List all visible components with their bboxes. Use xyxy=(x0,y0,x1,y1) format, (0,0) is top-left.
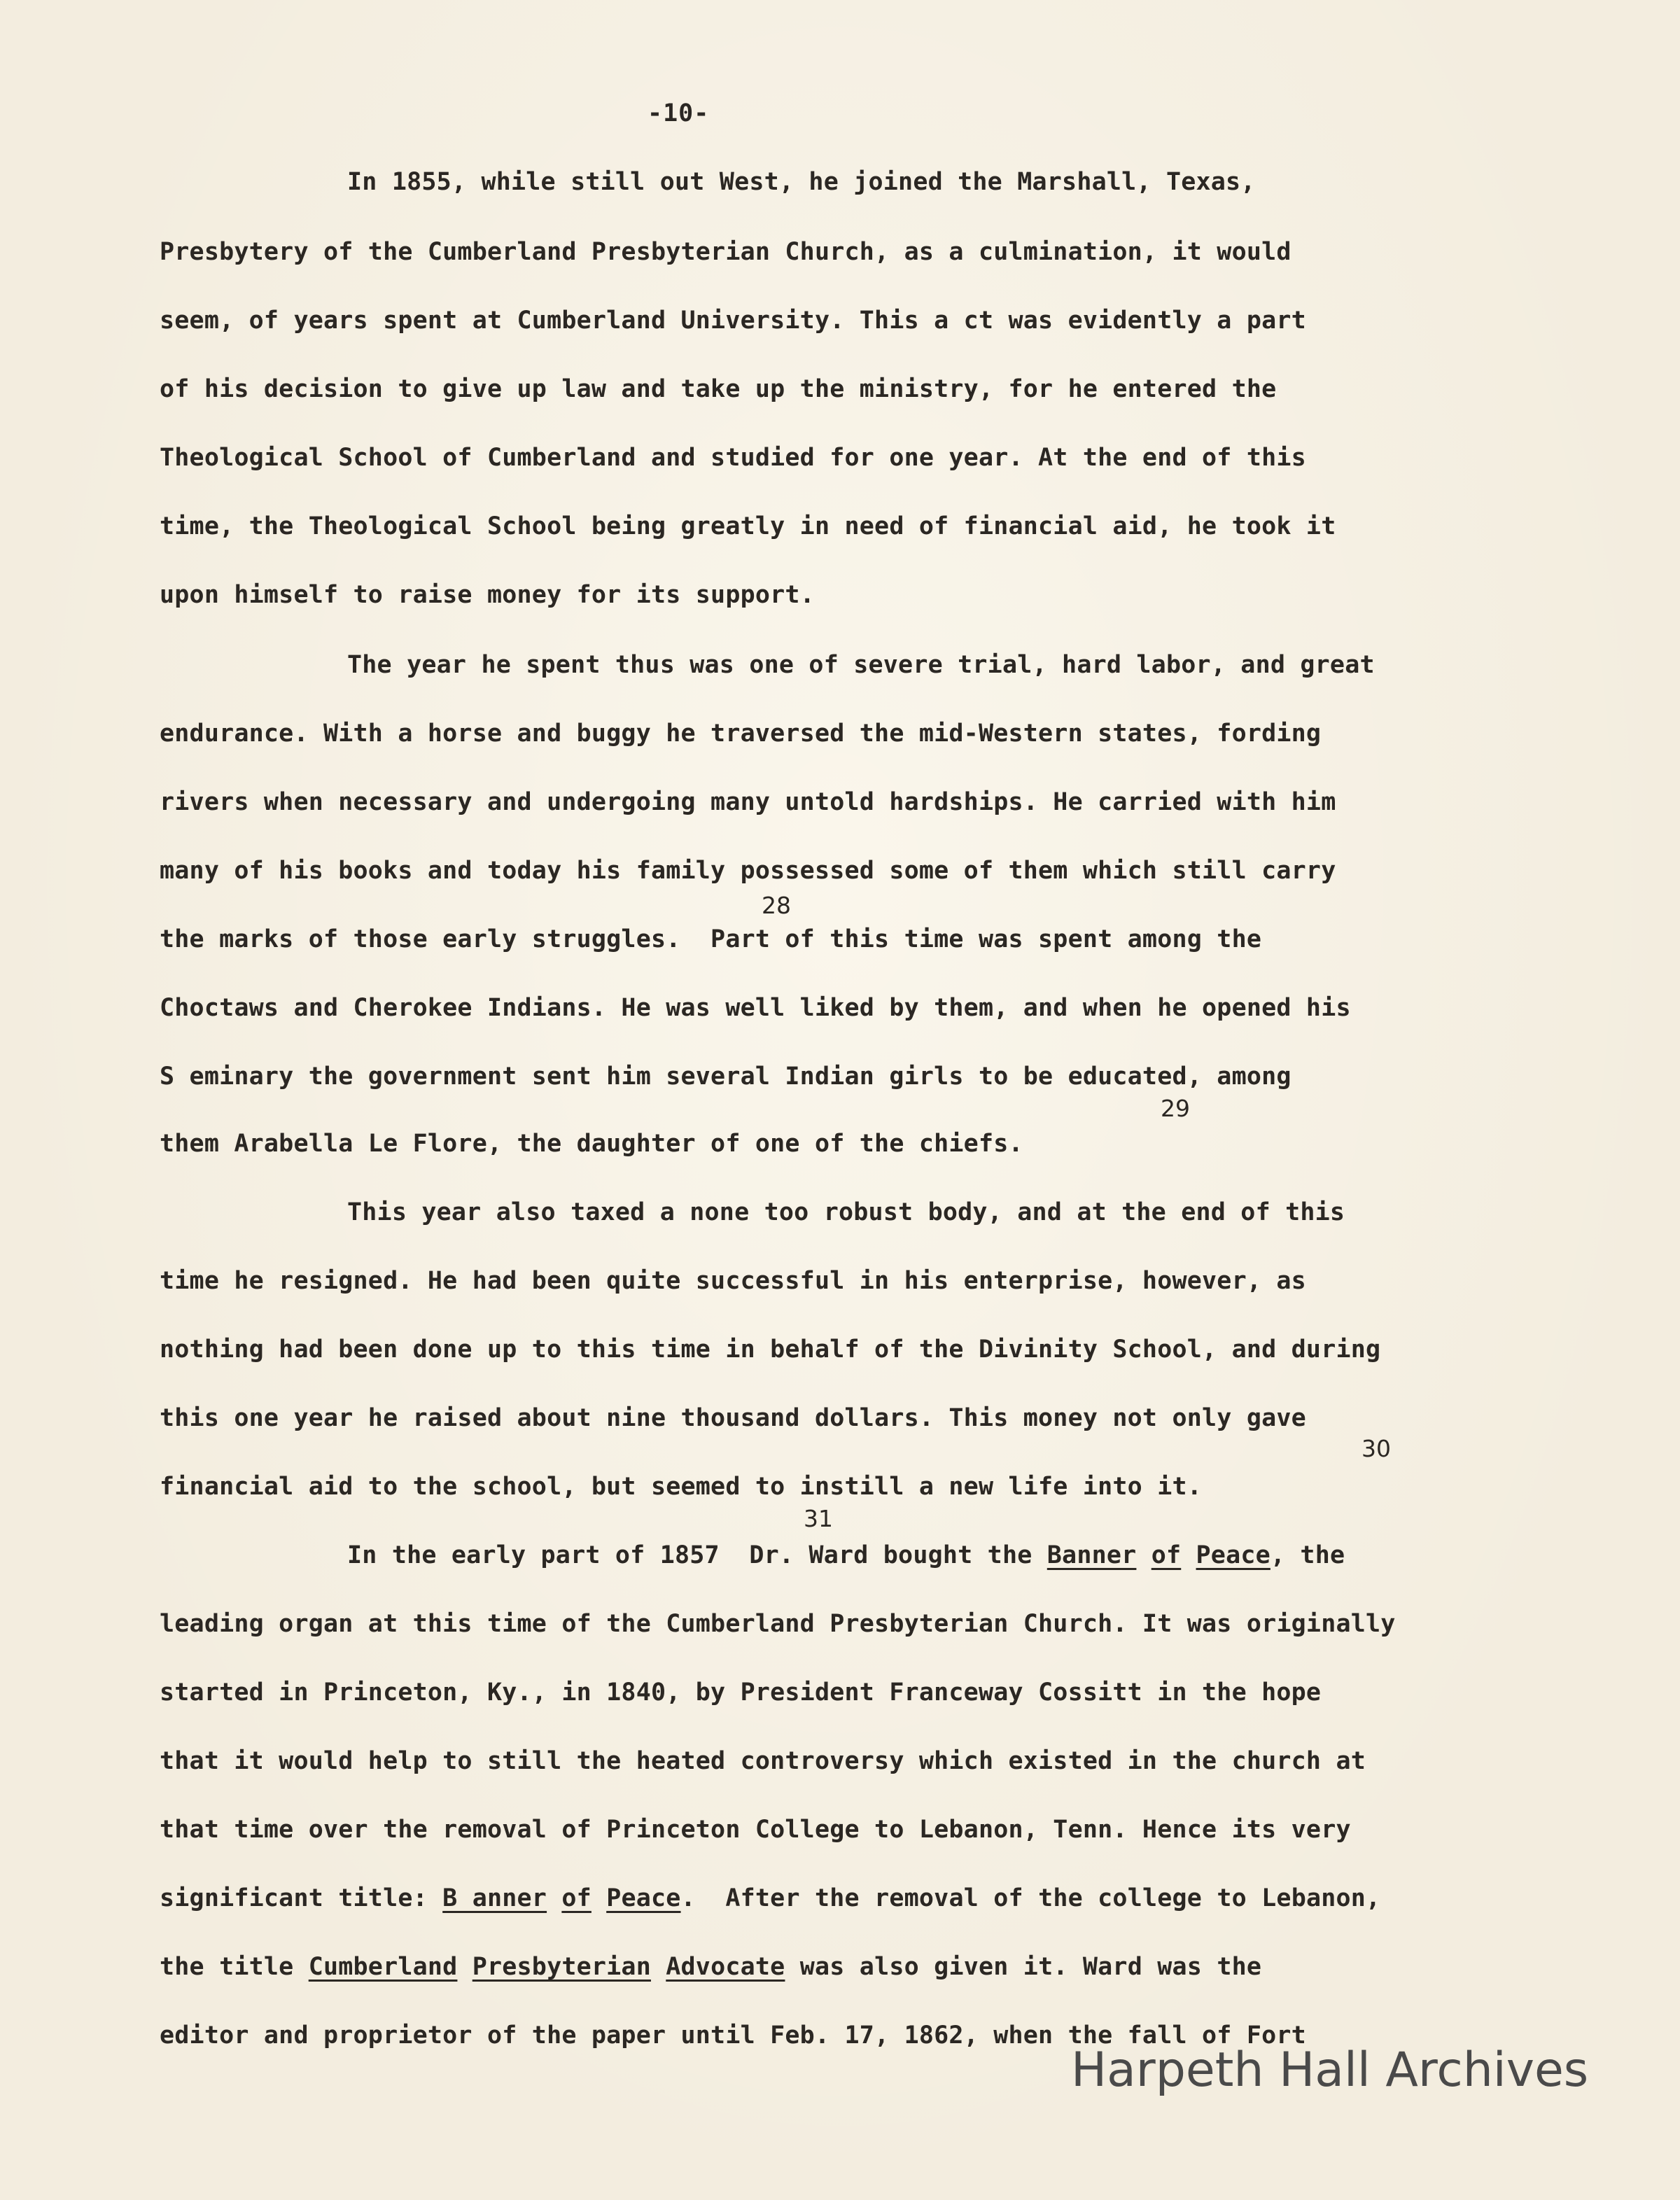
underlined-title: Advocate xyxy=(666,1953,785,1981)
text-line xyxy=(160,1953,1261,1981)
text-segment: the title xyxy=(160,1953,309,1981)
footnote-marker: 30 xyxy=(1362,1435,1391,1462)
text-line: Choctaws and Cherokee Indians. He was well liked by them, and when he opened his xyxy=(160,994,1351,1022)
text-line: In 1855, while still out West, he joined the Marshall, Texas, xyxy=(347,168,1256,196)
text-line: them Arabella Le Flore, the daughter of one of the chiefs. xyxy=(160,1130,1023,1158)
text-line: upon himself to raise money for its support. xyxy=(160,581,815,609)
text-segment: was also given it. Ward was the xyxy=(785,1953,1262,1981)
text-line xyxy=(347,1541,1345,1569)
underlined-title: of xyxy=(561,1884,592,1912)
text-line: financial aid to the school, but seemed to instill a new life into it. xyxy=(160,1473,1203,1501)
text-line: nothing had been done up to this time in behalf of the Divinity School, and during xyxy=(160,1336,1381,1364)
text-segment: , the xyxy=(1270,1541,1345,1569)
underlined-title: of xyxy=(1151,1541,1182,1569)
archive-watermark: Harpeth Hall Archives xyxy=(1071,2043,1589,2098)
text-line: time he resigned. He had been quite successful in his enterprise, however, as xyxy=(160,1267,1306,1295)
footnote-marker: 29 xyxy=(1161,1095,1190,1122)
underlined-title: Banner xyxy=(1046,1541,1137,1569)
underlined-title: Peace xyxy=(1196,1541,1270,1569)
underlined-title: B anner xyxy=(442,1884,547,1912)
text-line: The year he spent thus was one of severe trial, hard labor, and great xyxy=(347,651,1375,679)
text-line: that time over the removal of Princeton College to Lebanon, Tenn. Hence its very xyxy=(160,1816,1351,1844)
text-line: Theological School of Cumberland and studied for one year. At the end of this xyxy=(160,444,1306,472)
text-segment: . After the removal of the college to Lebanon, xyxy=(680,1884,1381,1912)
text-line xyxy=(160,1884,1380,1912)
text-line: Presbytery of the Cumberland Presbyterian Church, as a culmination, it would xyxy=(160,238,1292,266)
footnote-marker: 28 xyxy=(762,892,791,919)
text-segment: In the early part of 1857 Dr. Ward bought the xyxy=(347,1541,1047,1569)
text-line: time, the Theological School being greatly in need of financial aid, he took it xyxy=(160,512,1336,540)
text-line: the marks of those early struggles. Part of this time was spent among the xyxy=(160,925,1262,953)
text-segment: significant title: xyxy=(160,1884,443,1912)
text-line: endurance. With a horse and buggy he traversed the mid-Western states, fording xyxy=(160,720,1322,748)
footnote-marker: 31 xyxy=(804,1505,833,1532)
text-line: leading organ at this time of the Cumberland Presbyterian Church. It was originally xyxy=(160,1610,1396,1638)
text-line: this one year he raised about nine thousand dollars. This money not only gave xyxy=(160,1404,1306,1432)
text-line: This year also taxed a none too robust body, and at the end of this xyxy=(347,1198,1345,1226)
text-line: S eminary the government sent him several Indian girls to be educated, among xyxy=(160,1063,1292,1091)
text-line: seem, of years spent at Cumberland University. This a ct was evidently a part xyxy=(160,307,1306,335)
underlined-title: Presbyterian xyxy=(472,1953,651,1981)
text-line: of his decision to give up law and take up the ministry, for he entered the xyxy=(160,375,1277,403)
underlined-title: Cumberland xyxy=(308,1953,458,1981)
page-number: -10- xyxy=(648,99,710,127)
text-line: many of his books and today his family possessed some of them which still carry xyxy=(160,857,1336,885)
text-line: editor and proprietor of the paper until Feb. 17, 1862, when the fall of Fort xyxy=(160,2022,1306,2050)
text-line: rivers when necessary and undergoing many untold hardships. He carried with him xyxy=(160,788,1336,816)
text-line: that it would help to still the heated controversy which existed in the church at xyxy=(160,1747,1366,1775)
underlined-title: Peace xyxy=(606,1884,681,1912)
text-line: started in Princeton, Ky., in 1840, by President Franceway Cossitt in the hope xyxy=(160,1679,1322,1707)
